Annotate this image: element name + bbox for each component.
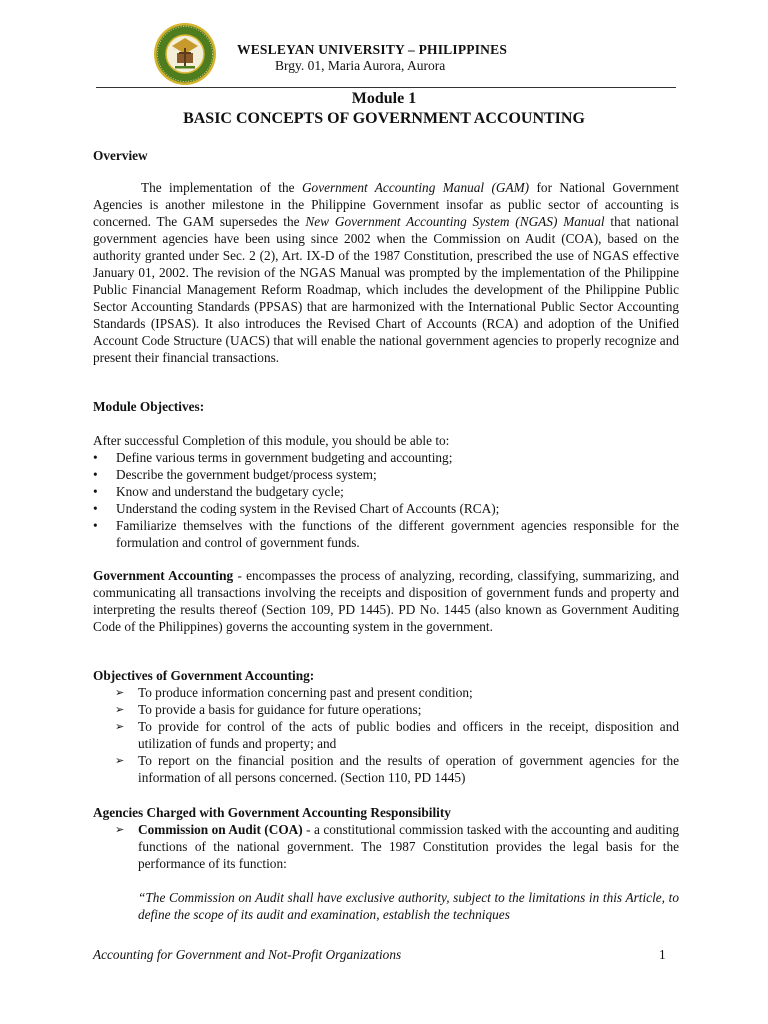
gov-accounting-section: [93, 567, 679, 635]
list-item: [115, 752, 679, 786]
arrow-bullet-icon: ➢: [115, 754, 125, 767]
coa-description: - a constitutional commission tasked with the accounting and auditing functions of the national government. The 1987 Constitution provides the legal basis for the performance of its function:: [138, 822, 679, 871]
list-item-text: Understand the coding system in the Revised Chart of Accounts (RCA);: [116, 501, 500, 516]
gov-accounting-text: - encompasses the process of analyzing, recording, classifying, summarizing, and communicating all transactions involving the receipts and disposition of government funds and property and interpreting the results thereof (Section 109, PD 1445). PD No. 1445 (also known as Government Auditing Code of the Philippines) governs the accounting system in the government.: [93, 568, 679, 634]
list-item: [115, 718, 679, 752]
overview-text-3: that national government agencies have been using since 2002 when the Commission on Audit (COA), based on the authority granted under Sec. 2 (2), Art. IX-D of the 1987 Constitution, prescribed the use of NGAS effective January 01, 2002. The revision of the NGAS Manual was prompted by the implementation of the Philippine Public Financial Management Reform Roadmap, which includes the development of the Philippine Public Sector Accounting Standards (PPSAS) that are harmonized with the International Public Sector Accounting Standards (IPSAS). It also introduces the Revised Chart of Accounts (RCA) and adoption of the Unified Account Code Structure (UACS) that will enable the national government agencies to properly recognize and present their financial transactions.: [93, 214, 679, 365]
overview-text-2: for National Government Agencies is another milestone in the Philippine Government insofar as public sector of accounting is concerned. The GAM supersedes the: [93, 180, 679, 229]
agencies-list: [93, 821, 679, 872]
institution-address: Brgy. 01, Maria Aurora, Aurora: [275, 58, 446, 73]
objectives-section: [93, 398, 679, 551]
university-seal-logo: [153, 22, 217, 86]
list-item: [93, 449, 679, 466]
module-title: BASIC CONCEPTS OF GOVERNMENT ACCOUNTING: [183, 110, 585, 127]
constitution-quote: “The Commission on Audit shall have exclusive authority, subject to the limitations in this Article, to define the scope of its audit and examination, establish the techniques: [138, 890, 679, 922]
overview-section: [93, 147, 679, 366]
objectives-list: [93, 449, 679, 551]
bullet-marker: •: [93, 450, 98, 465]
gov-objectives-list: [93, 684, 679, 786]
institution-name: WESLEYAN UNIVERSITY – PHILIPPINES: [237, 42, 508, 57]
overview-paragraph: [93, 179, 679, 366]
list-item-text: To produce information concerning past and present condition;: [138, 685, 473, 700]
bullet-marker: •: [93, 484, 98, 499]
list-item: [93, 500, 679, 517]
list-item-text: Know and understand the budgetary cycle;: [116, 484, 344, 499]
footer-course-title: Accounting for Government and Not-Profit Organizations: [93, 947, 402, 962]
list-item-text: To provide a basis for guidance for future operations;: [138, 702, 422, 717]
arrow-bullet-icon: ➢: [115, 823, 125, 836]
overview-text-1: The implementation of the: [141, 180, 302, 195]
list-item-text: Describe the government budget/process system;: [116, 467, 377, 482]
agencies-heading: Agencies Charged with Government Accounting Responsibility: [93, 805, 451, 820]
bullet-marker: •: [93, 467, 98, 482]
gov-objectives-heading: Objectives of Government Accounting:: [93, 668, 315, 683]
agencies-section: [93, 804, 679, 923]
bullet-marker: •: [93, 501, 98, 516]
list-item: [93, 466, 679, 483]
list-item-text: To report on the financial position and the results of operation of government agencies for the information of all persons concerned. (Section 110, PD 1445): [138, 753, 679, 785]
objectives-heading: Module Objectives:: [93, 399, 205, 414]
list-item: [115, 821, 679, 872]
list-item-text: To provide for control of the acts of public bodies and officers in the receipt, disposition and utilization of funds and property; and: [138, 719, 679, 751]
bullet-marker: •: [93, 518, 98, 533]
gov-accounting-definition: [93, 567, 679, 635]
list-item: [115, 684, 679, 701]
list-item: [93, 517, 679, 551]
objectives-intro: After successful Completion of this module, you should be able to:: [93, 433, 450, 448]
arrow-bullet-icon: ➢: [115, 720, 125, 733]
header-divider: [96, 87, 676, 88]
coa-name: Commission on Audit (COA): [138, 822, 303, 837]
gov-accounting-term: Government Accounting: [93, 568, 234, 583]
module-number: Module 1: [351, 90, 417, 107]
list-item: [115, 701, 679, 718]
overview-ngas-title: New Government Accounting System (NGAS) Manual: [305, 214, 605, 229]
list-item-text: Familiarize themselves with the functions of the different government agencies responsible for the formulation and control of government funds.: [116, 518, 679, 550]
overview-heading: Overview: [93, 148, 148, 163]
list-item: [93, 483, 679, 500]
gov-objectives-section: [93, 667, 679, 786]
overview-gam-title: Government Accounting Manual (GAM): [301, 180, 530, 195]
list-item-text: Define various terms in government budgeting and accounting;: [116, 450, 453, 465]
arrow-bullet-icon: ➢: [115, 686, 125, 699]
arrow-bullet-icon: ➢: [115, 703, 125, 716]
page-number: 1: [659, 947, 666, 962]
